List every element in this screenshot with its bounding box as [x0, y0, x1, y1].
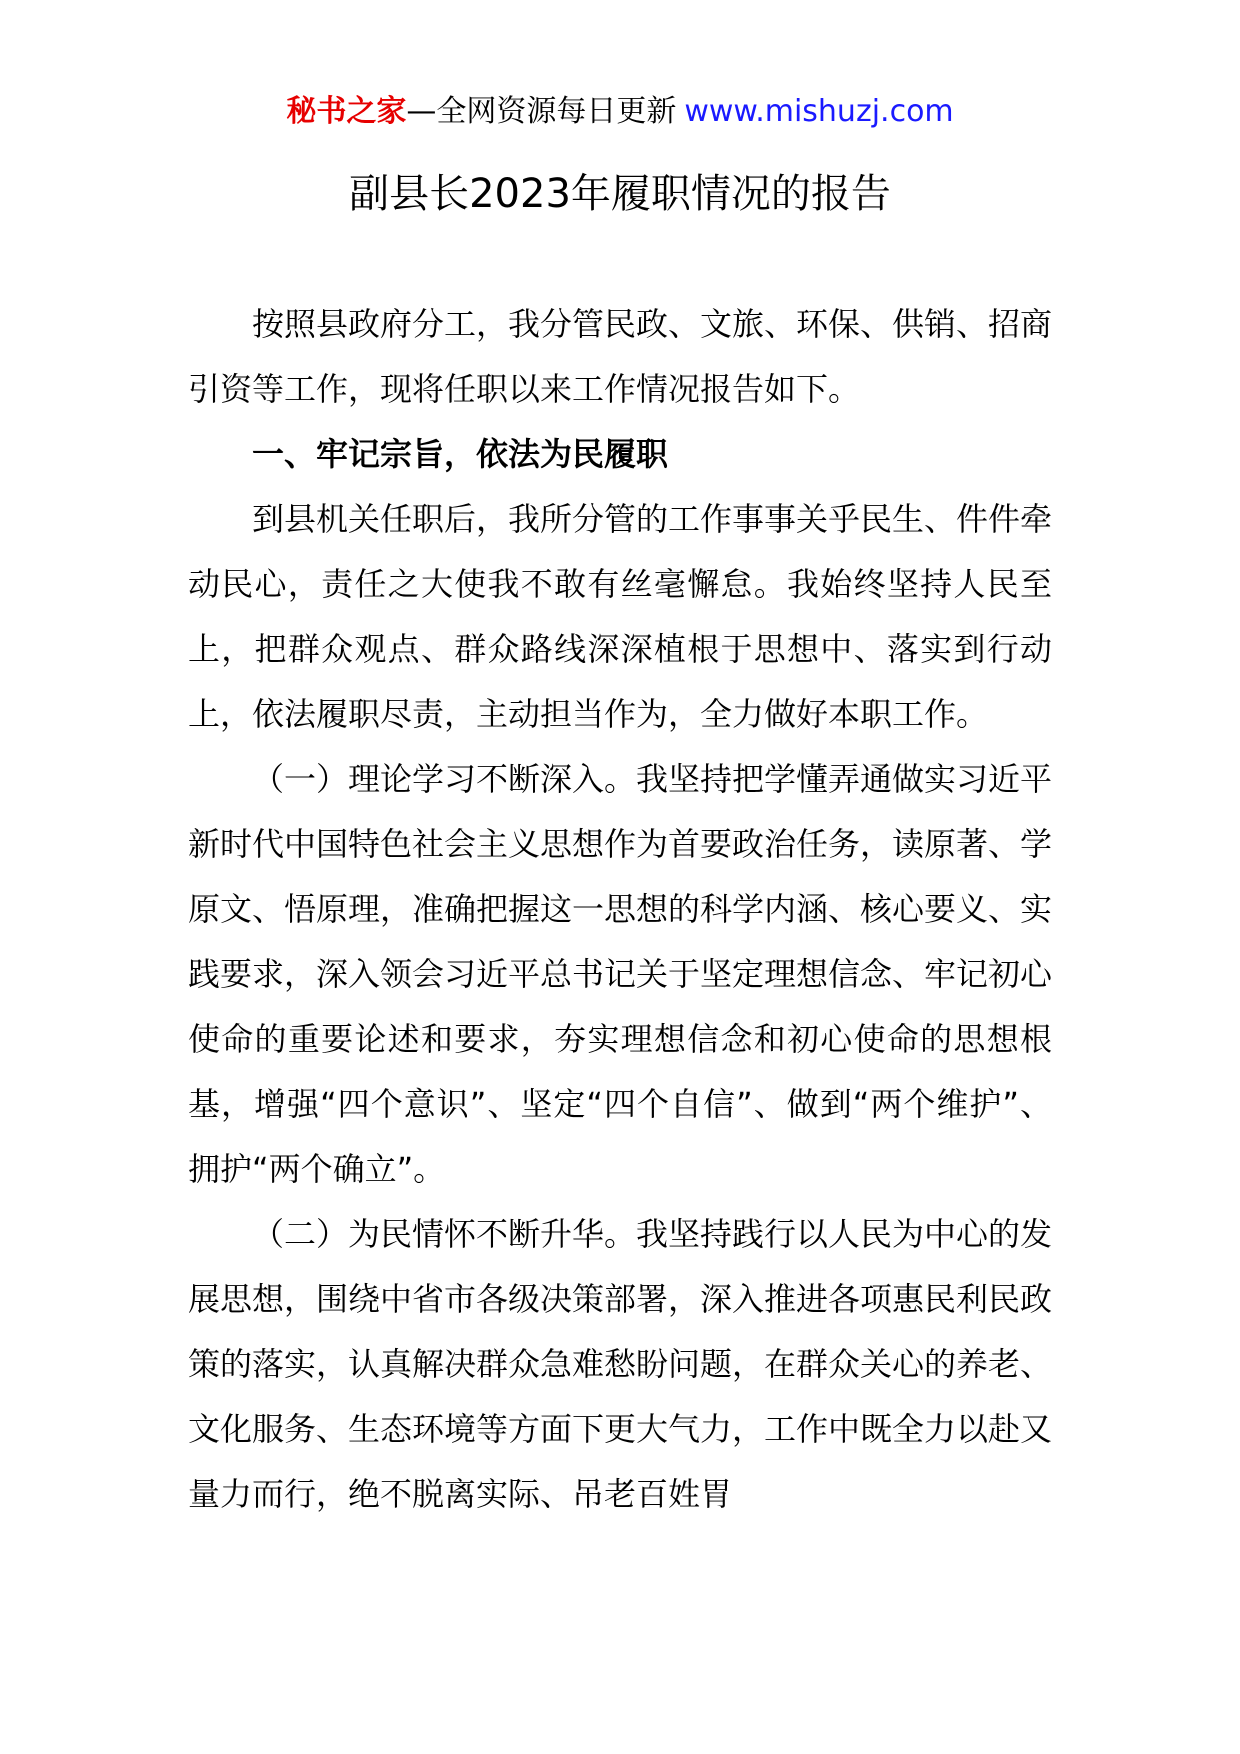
brand-name: 秘书之家: [286, 94, 407, 129]
site-url-link[interactable]: www.mishuzj.com: [684, 94, 954, 129]
document-title: 副县长2023年履职情况的报告: [349, 171, 891, 217]
body-paragraph: （一）理论学习不断深入。我坚持把学懂弄通做实习近平新时代中国特色社会主义思想作为首要政治任务，读原著、学原文、悟原理，准确把握这一思想的科学内涵、核心要义、实践要求，深入领会习近平总书记关于坚定理想信念、牢记初心使命的重要论述和要求，夯实理想信念和初心使命的思想根基，增强“四个意识”、坚定“四个自信”、做到“两个维护”、拥护“两个确立”。: [188, 760, 1053, 1188]
body-paragraph: （二）为民情怀不断升华。我坚持践行以人民为中心的发展思想，围绕中省市各级决策部署，深入推进各项惠民利民政策的落实，认真解决群众急难愁盼问题，在群众关心的养老、文化服务、生态环境等方面下更大气力，工作中既全力以赴又量力而行，绝不脱离实际、吊老百姓胃: [188, 1215, 1053, 1513]
section-heading: 一、牢记宗旨，依法为民履职: [252, 435, 669, 473]
intro-paragraph: 按照县政府分工，我分管民政、文旅、环保、供销、招商引资等工作，现将任职以来工作情况报告如下。: [188, 305, 1053, 408]
document-body: [188, 292, 1052, 1527]
body-paragraph: 到县机关任职后，我所分管的工作事事关乎民生、件件牵动民心，责任之大使我不敢有丝毫懈怠。我始终坚持人民至上，把群众观点、群众路线深深植根于思想中、落实到行动上，依法履职尽责，主动担当作为，全力做好本职工作。: [188, 500, 1053, 733]
header-tagline: —全网资源每日更新: [406, 94, 677, 129]
site-header: [0, 92, 1240, 132]
